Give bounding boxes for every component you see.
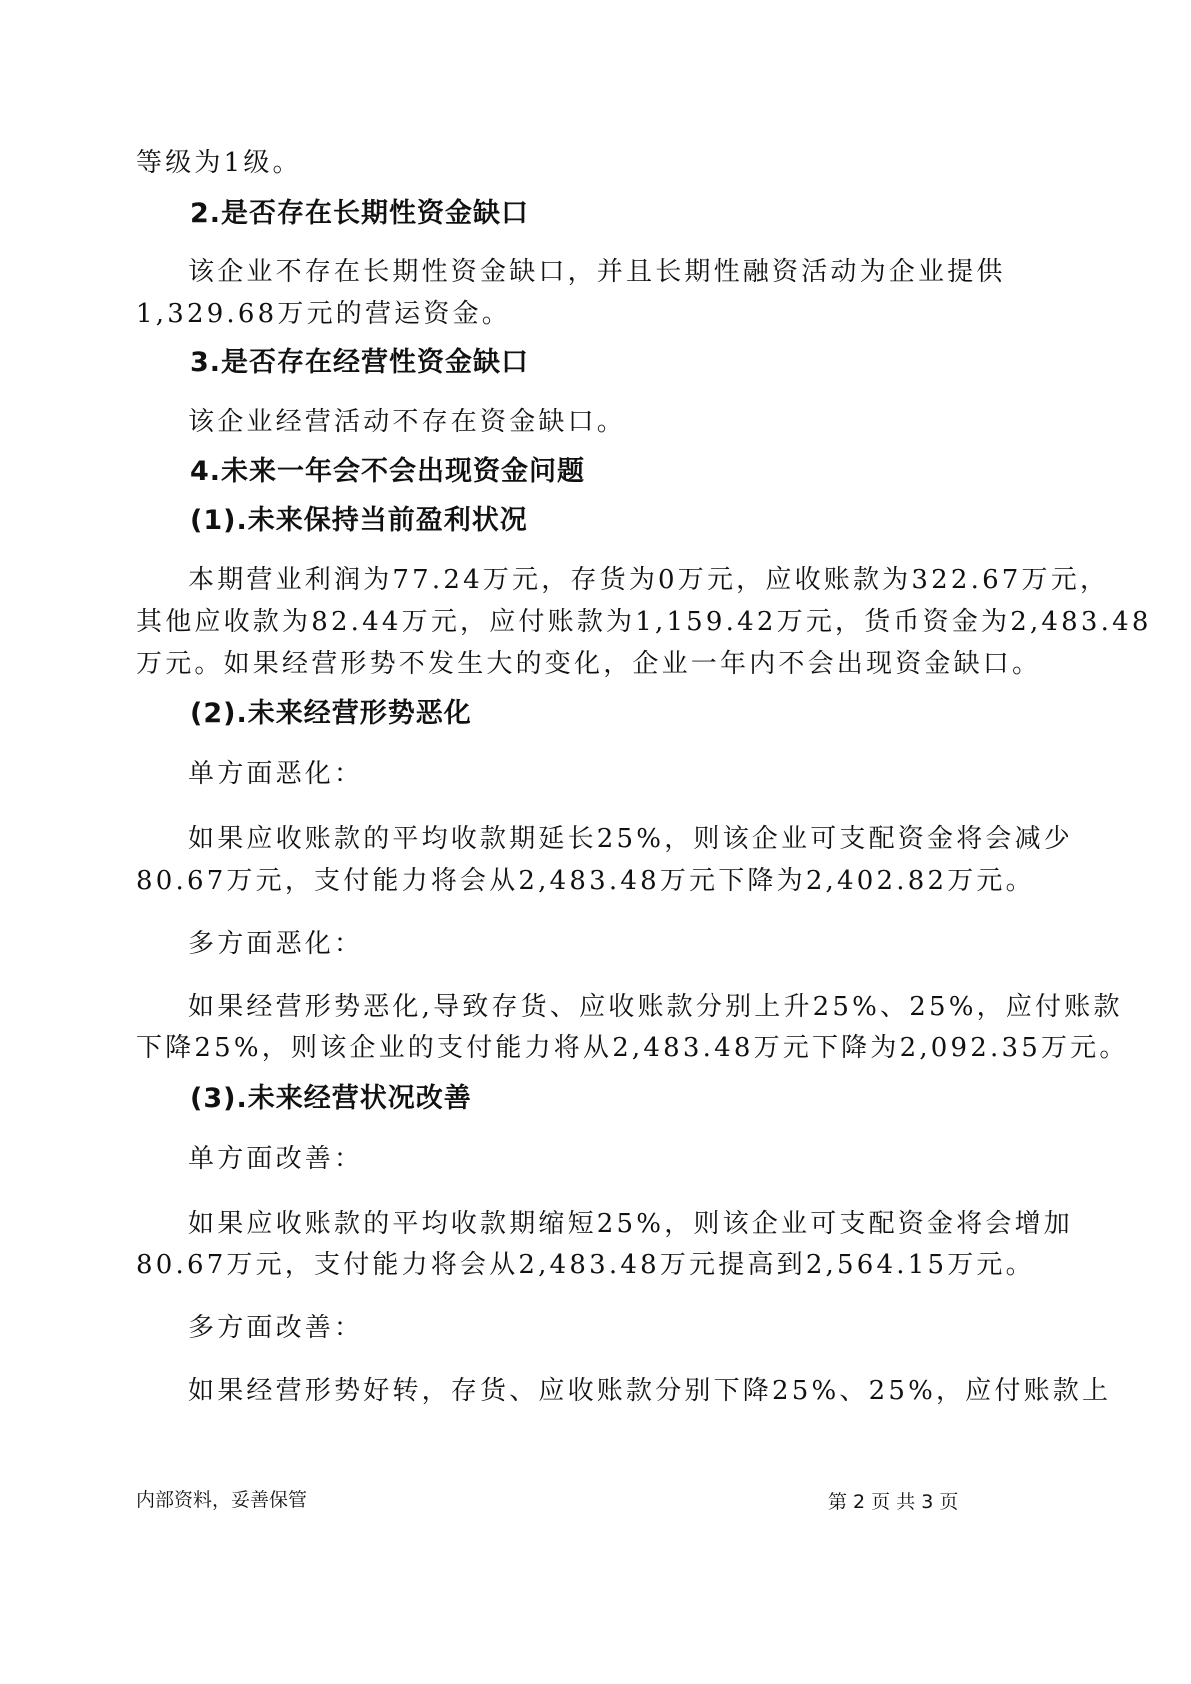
paragraph-line: 多方面恶化： xyxy=(188,929,364,959)
paragraph-line: 1,329.68万元的营运资金。 xyxy=(136,299,511,329)
paragraph-line: 如果应收账款的平均收款期延长25%，则该企业可支配资金将会减少 xyxy=(188,824,1073,854)
subsection-heading-1: (1).未来保持当前盈利状况 xyxy=(190,505,528,536)
paragraph-line: 万元。如果经营形势不发生大的变化，企业一年内不会出现资金缺口。 xyxy=(136,649,1042,679)
paragraph-line: 该企业不存在长期性资金缺口，并且长期性融资活动为企业提供 xyxy=(188,257,1006,287)
paragraph-line: 80.67万元，支付能力将会从2,483.48万元下降为2,402.82万元。 xyxy=(136,866,1035,896)
subsection-heading-2: (2).未来经营形势恶化 xyxy=(190,698,472,729)
paragraph-line: 如果经营形势恶化,导致存货、应收账款分别上升25%、25%，应付账款 xyxy=(188,992,1123,1022)
paragraph-line: 80.67万元，支付能力将会从2,483.48万元提高到2,564.15万元。 xyxy=(136,1250,1035,1280)
paragraph-line: 单方面改善： xyxy=(188,1144,364,1174)
paragraph-line: 该企业经营活动不存在资金缺口。 xyxy=(188,407,627,437)
subsection-heading-3: (3).未来经营状况改善 xyxy=(190,1083,472,1114)
paragraph-line: 多方面改善： xyxy=(188,1313,364,1343)
paragraph-line: 等级为1级。 xyxy=(136,148,302,178)
section-heading-4: 4.未来一年会不会出现资金问题 xyxy=(190,456,586,487)
paragraph-line: 下降25%，则该企业的支付能力将从2,483.48万元下降为2,092.35万元。 xyxy=(136,1033,1129,1063)
section-heading-3: 3.是否存在经营性资金缺口 xyxy=(190,347,530,378)
paragraph-line: 本期营业利润为77.24万元，存货为0万元，应收账款为322.67万元， xyxy=(188,565,1110,595)
paragraph-line: 如果应收账款的平均收款期缩短25%，则该企业可支配资金将会增加 xyxy=(188,1209,1073,1239)
footer-page-number: 第 2 页 共 3 页 xyxy=(828,1491,959,1513)
footer-confidential-note: 内部资料，妥善保管 xyxy=(136,1489,308,1511)
section-heading-2: 2.是否存在长期性资金缺口 xyxy=(190,198,530,229)
paragraph-line: 单方面恶化： xyxy=(188,759,364,789)
paragraph-line: 其他应收款为82.44万元，应付账款为1,159.42万元，货币资金为2,483.48 xyxy=(136,607,1152,637)
paragraph-line: 如果经营形势好转，存货、应收账款分别下降25%、25%，应付账款上 xyxy=(188,1376,1112,1406)
